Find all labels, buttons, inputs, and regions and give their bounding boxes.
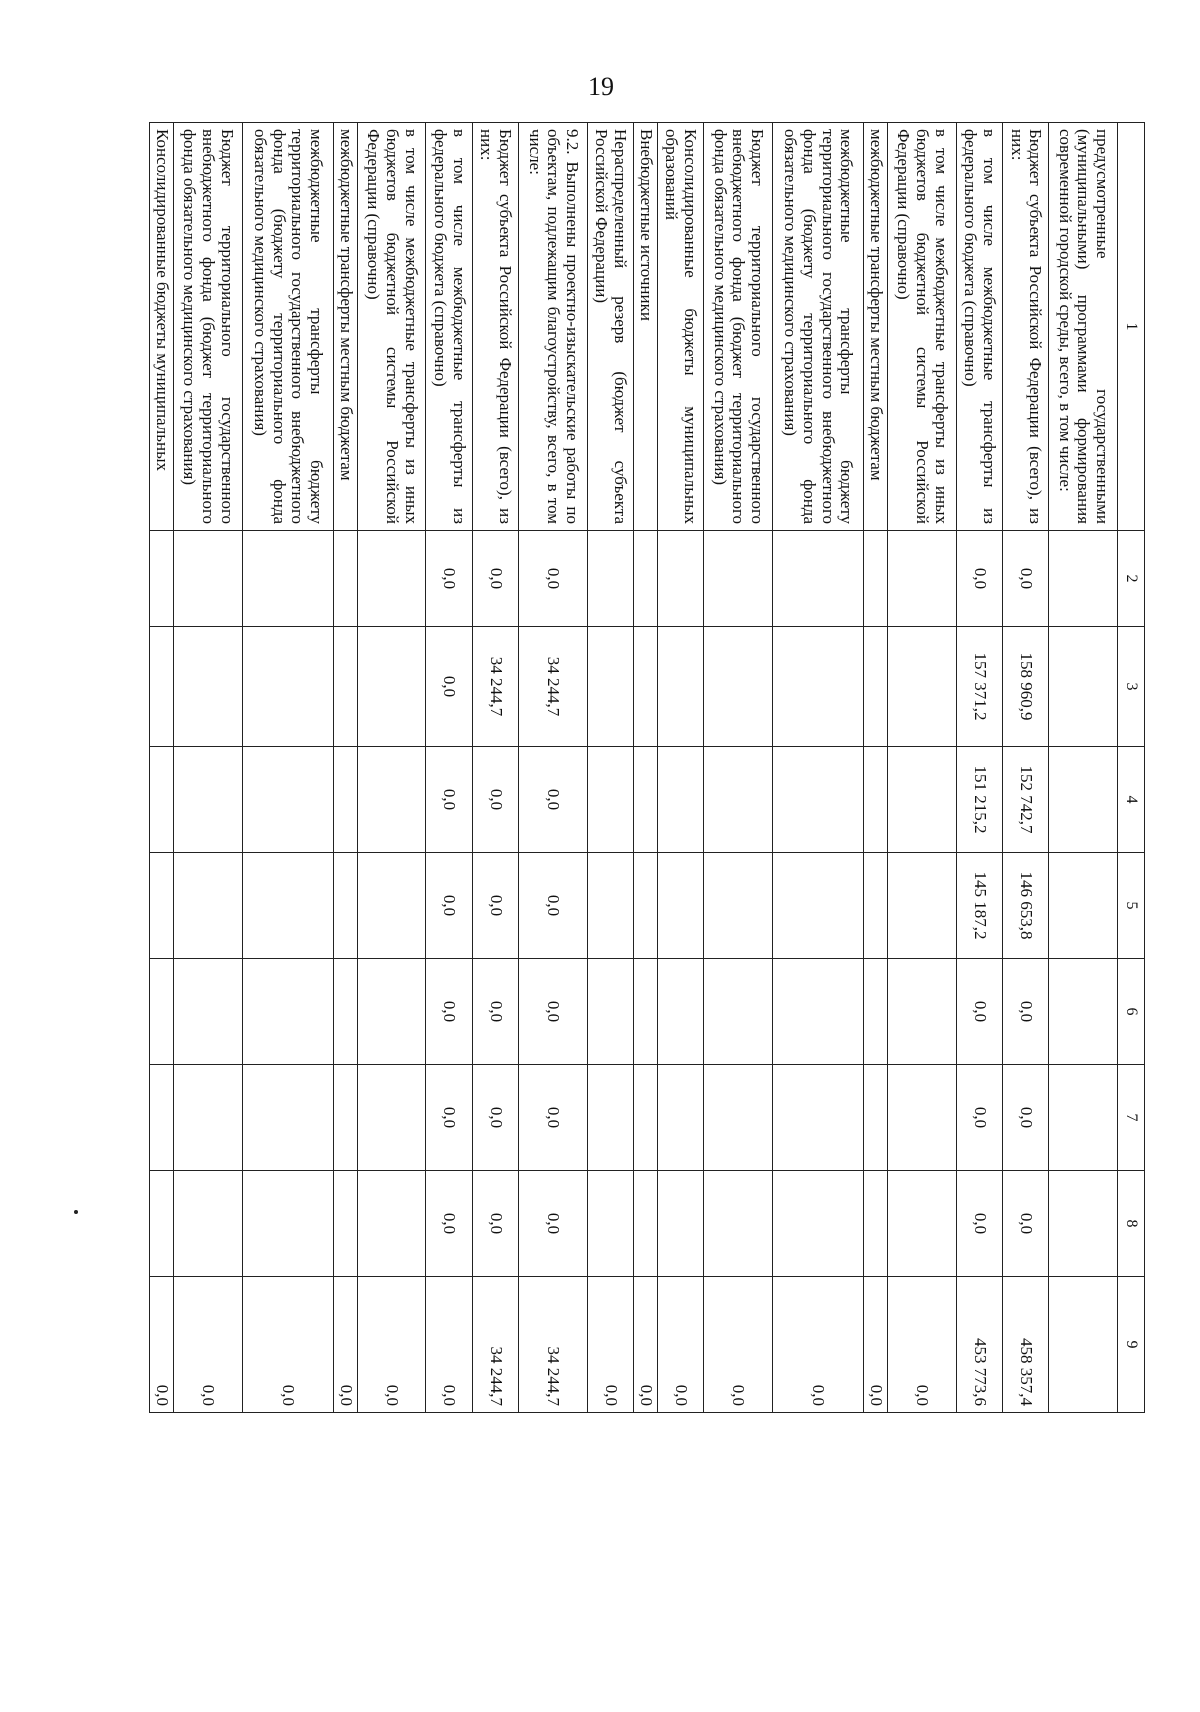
- value-cell-col-7: 0,0: [1002, 1065, 1048, 1171]
- value-cell-col-3: 157 371,2: [956, 627, 1002, 747]
- value-cell-col-9: 0,0: [150, 1277, 174, 1413]
- value-cell-col-7: [657, 1065, 703, 1171]
- row-label: в том числе межбюджетные трансферты из иных бюджетов бюджетной системы Российской Федерации (справочно): [357, 123, 426, 531]
- value-cell-col-2: [587, 531, 633, 627]
- value-cell-col-7: [772, 1065, 863, 1171]
- table-row: [657, 123, 703, 1413]
- value-cell-col-3: 0,0: [426, 627, 472, 747]
- value-cell-col-8: 0,0: [956, 1171, 1002, 1277]
- value-cell-col-4: [357, 747, 426, 853]
- value-cell-col-3: [704, 627, 773, 747]
- column-header-6: 6: [1118, 959, 1145, 1065]
- value-cell-col-8: [864, 1171, 888, 1277]
- value-cell-col-6: 0,0: [472, 959, 518, 1065]
- value-cell-col-2: [1049, 531, 1118, 627]
- table-row: [357, 123, 426, 1413]
- value-cell-col-5: [887, 853, 956, 959]
- value-cell-col-5: [704, 853, 773, 959]
- row-label: межбюджетные трансферты местным бюджетам: [333, 123, 357, 531]
- value-cell-col-8: [657, 1171, 703, 1277]
- value-cell-col-7: [704, 1065, 773, 1171]
- value-cell-col-5: [657, 853, 703, 959]
- value-cell-col-2: [333, 531, 357, 627]
- value-cell-col-5: [242, 853, 333, 959]
- value-cell-col-2: [242, 531, 333, 627]
- value-cell-col-3: [242, 627, 333, 747]
- value-cell-col-6: 0,0: [1002, 959, 1048, 1065]
- value-cell-col-6: [634, 959, 658, 1065]
- value-cell-col-9: 34 244,7: [472, 1277, 518, 1413]
- value-cell-col-7: [864, 1065, 888, 1171]
- table-row: [242, 123, 333, 1413]
- table-row: [887, 123, 956, 1413]
- value-cell-col-2: [657, 531, 703, 627]
- value-cell-col-5: 146 653,8: [1002, 853, 1048, 959]
- value-cell-col-6: [173, 959, 242, 1065]
- value-cell-col-4: [173, 747, 242, 853]
- value-cell-col-3: [657, 627, 703, 747]
- value-cell-col-7: [150, 1065, 174, 1171]
- value-cell-col-2: 0,0: [472, 531, 518, 627]
- column-header-1: 1: [1118, 123, 1145, 531]
- value-cell-col-5: [864, 853, 888, 959]
- table-row: [1002, 123, 1048, 1413]
- row-label: Консолидированные бюджеты муниципальных: [150, 123, 174, 531]
- value-cell-col-7: [1049, 1065, 1118, 1171]
- value-cell-col-6: [657, 959, 703, 1065]
- scan-speck: [74, 1210, 78, 1214]
- column-header-4: 4: [1118, 747, 1145, 853]
- value-cell-col-3: [634, 627, 658, 747]
- value-cell-col-9: 0,0: [887, 1277, 956, 1413]
- row-label: в том числе межбюджетные трансферты из иных бюджетов бюджетной системы Российской Федерации (справочно): [887, 123, 956, 531]
- value-cell-col-7: 0,0: [956, 1065, 1002, 1171]
- value-cell-col-8: [634, 1171, 658, 1277]
- row-label: Бюджет территориального государственного внебюджетного фонда (бюджет территориального фонда обязательного медицинского страхования): [173, 123, 242, 531]
- table-row: [150, 123, 174, 1413]
- value-cell-col-7: 0,0: [426, 1065, 472, 1171]
- value-cell-col-3: [864, 627, 888, 747]
- value-cell-col-4: [333, 747, 357, 853]
- value-cell-col-9: 0,0: [704, 1277, 773, 1413]
- value-cell-col-6: 0,0: [518, 959, 587, 1065]
- table-header-row: [1118, 123, 1145, 1413]
- value-cell-col-4: [242, 747, 333, 853]
- value-cell-col-6: [887, 959, 956, 1065]
- value-cell-col-4: [634, 747, 658, 853]
- value-cell-col-5: 0,0: [472, 853, 518, 959]
- value-cell-col-3: [333, 627, 357, 747]
- value-cell-col-8: 0,0: [1002, 1171, 1048, 1277]
- value-cell-col-9: 34 244,7: [518, 1277, 587, 1413]
- value-cell-col-8: [173, 1171, 242, 1277]
- value-cell-col-2: [357, 531, 426, 627]
- row-label: Бюджет субъекта Российской Федерации (всего), из них:: [472, 123, 518, 531]
- value-cell-col-9: 0,0: [357, 1277, 426, 1413]
- value-cell-col-7: [357, 1065, 426, 1171]
- rotated-table-container: [149, 122, 1145, 1412]
- value-cell-col-8: [357, 1171, 426, 1277]
- value-cell-col-5: [333, 853, 357, 959]
- value-cell-col-5: [357, 853, 426, 959]
- value-cell-col-7: [242, 1065, 333, 1171]
- value-cell-col-4: 0,0: [472, 747, 518, 853]
- value-cell-col-9: 0,0: [657, 1277, 703, 1413]
- value-cell-col-7: 0,0: [472, 1065, 518, 1171]
- table-row: [956, 123, 1002, 1413]
- value-cell-col-2: [150, 531, 174, 627]
- table-row: [333, 123, 357, 1413]
- value-cell-col-8: [772, 1171, 863, 1277]
- value-cell-col-8: [1049, 1171, 1118, 1277]
- value-cell-col-8: [587, 1171, 633, 1277]
- value-cell-col-2: [704, 531, 773, 627]
- value-cell-col-5: 0,0: [518, 853, 587, 959]
- value-cell-col-4: 0,0: [426, 747, 472, 853]
- value-cell-col-8: 0,0: [518, 1171, 587, 1277]
- value-cell-col-4: [587, 747, 633, 853]
- table-row: [472, 123, 518, 1413]
- value-cell-col-9: 0,0: [173, 1277, 242, 1413]
- value-cell-col-3: [587, 627, 633, 747]
- value-cell-col-9: 458 357,4: [1002, 1277, 1048, 1413]
- value-cell-col-4: [1049, 747, 1118, 853]
- value-cell-col-9: 0,0: [864, 1277, 888, 1413]
- value-cell-col-2: [864, 531, 888, 627]
- value-cell-col-9: 0,0: [426, 1277, 472, 1413]
- value-cell-col-4: [150, 747, 174, 853]
- value-cell-col-3: [772, 627, 863, 747]
- table-row: [518, 123, 587, 1413]
- row-label: Бюджет субъекта Российской Федерации (всего), из них:: [1002, 123, 1048, 531]
- value-cell-col-6: [864, 959, 888, 1065]
- row-label: Нераспределенный резерв (бюджет субъекта Российской Федерации): [587, 123, 633, 531]
- value-cell-col-5: [173, 853, 242, 959]
- value-cell-col-5: [587, 853, 633, 959]
- value-cell-col-5: 0,0: [426, 853, 472, 959]
- value-cell-col-3: 158 960,9: [1002, 627, 1048, 747]
- value-cell-col-6: 0,0: [956, 959, 1002, 1065]
- value-cell-col-8: 0,0: [426, 1171, 472, 1277]
- value-cell-col-5: [150, 853, 174, 959]
- value-cell-col-5: 145 187,2: [956, 853, 1002, 959]
- value-cell-col-9: 0,0: [333, 1277, 357, 1413]
- value-cell-col-2: 0,0: [518, 531, 587, 627]
- value-cell-col-9: 453 773,6: [956, 1277, 1002, 1413]
- value-cell-col-6: [772, 959, 863, 1065]
- column-header-8: 8: [1118, 1171, 1145, 1277]
- value-cell-col-3: [887, 627, 956, 747]
- table-row: [772, 123, 863, 1413]
- row-label: Бюджет территориального государственного внебюджетного фонда (бюджет территориального фонда обязательного медицинского страхования): [704, 123, 773, 531]
- value-cell-col-4: 151 215,2: [956, 747, 1002, 853]
- value-cell-col-2: 0,0: [426, 531, 472, 627]
- value-cell-col-3: 34 244,7: [518, 627, 587, 747]
- column-header-7: 7: [1118, 1065, 1145, 1171]
- value-cell-col-8: [704, 1171, 773, 1277]
- value-cell-col-9: 0,0: [634, 1277, 658, 1413]
- value-cell-col-7: [634, 1065, 658, 1171]
- value-cell-col-6: [150, 959, 174, 1065]
- row-label: межбюджетные трансферты бюджету территориального государственного внебюджетного фонда (бюджету территориального фонда обязательного медицинского страхования): [772, 123, 863, 531]
- value-cell-col-4: [864, 747, 888, 853]
- value-cell-col-2: [634, 531, 658, 627]
- value-cell-col-8: 0,0: [472, 1171, 518, 1277]
- value-cell-col-6: [242, 959, 333, 1065]
- table-row: [587, 123, 633, 1413]
- value-cell-col-4: [704, 747, 773, 853]
- budget-table: [149, 122, 1145, 1413]
- value-cell-col-7: 0,0: [518, 1065, 587, 1171]
- value-cell-col-8: [150, 1171, 174, 1277]
- value-cell-col-4: [887, 747, 956, 853]
- value-cell-col-7: [333, 1065, 357, 1171]
- row-label: предусмотренные государственными (муниципальными) программами формирования современной городской среды, всего, в том числе:: [1049, 123, 1118, 531]
- column-header-9: 9: [1118, 1277, 1145, 1413]
- value-cell-col-2: [173, 531, 242, 627]
- value-cell-col-8: [333, 1171, 357, 1277]
- value-cell-col-6: [357, 959, 426, 1065]
- row-label: в том числе межбюджетные трансферты из федерального бюджета (справочно): [956, 123, 1002, 531]
- value-cell-col-2: [887, 531, 956, 627]
- value-cell-col-4: [657, 747, 703, 853]
- value-cell-col-9: 0,0: [772, 1277, 863, 1413]
- column-header-3: 3: [1118, 627, 1145, 747]
- value-cell-col-6: [587, 959, 633, 1065]
- value-cell-col-4: 152 742,7: [1002, 747, 1048, 853]
- value-cell-col-8: [242, 1171, 333, 1277]
- row-label: Консолидированные бюджеты муниципальных образований: [657, 123, 703, 531]
- row-label: межбюджетные трансферты местным бюджетам: [864, 123, 888, 531]
- value-cell-col-6: [333, 959, 357, 1065]
- table-row: [634, 123, 658, 1413]
- value-cell-col-9: 0,0: [587, 1277, 633, 1413]
- value-cell-col-7: [887, 1065, 956, 1171]
- value-cell-col-6: [1049, 959, 1118, 1065]
- value-cell-col-2: [772, 531, 863, 627]
- value-cell-col-3: [1049, 627, 1118, 747]
- table-row: [1049, 123, 1118, 1413]
- value-cell-col-9: 0,0: [242, 1277, 333, 1413]
- value-cell-col-2: 0,0: [956, 531, 1002, 627]
- table-row: [426, 123, 472, 1413]
- value-cell-col-3: 34 244,7: [472, 627, 518, 747]
- value-cell-col-2: 0,0: [1002, 531, 1048, 627]
- table-row: [704, 123, 773, 1413]
- row-label: в том числе межбюджетные трансферты из федерального бюджета (справочно): [426, 123, 472, 531]
- value-cell-col-7: [173, 1065, 242, 1171]
- table-body: [150, 123, 1118, 1413]
- table-row: [173, 123, 242, 1413]
- value-cell-col-5: [772, 853, 863, 959]
- value-cell-col-6: 0,0: [426, 959, 472, 1065]
- value-cell-col-5: [1049, 853, 1118, 959]
- value-cell-col-8: [887, 1171, 956, 1277]
- value-cell-col-3: [173, 627, 242, 747]
- table-row: [864, 123, 888, 1413]
- row-label: 9.2. Выполнены проектно-изыскательские работы по объектам, подлежащим благоустройству, всего, в том числе:: [518, 123, 587, 531]
- value-cell-col-7: [587, 1065, 633, 1171]
- value-cell-col-3: [357, 627, 426, 747]
- value-cell-col-9: [1049, 1277, 1118, 1413]
- page-number: 19: [588, 72, 614, 101]
- column-header-5: 5: [1118, 853, 1145, 959]
- value-cell-col-5: [634, 853, 658, 959]
- value-cell-col-6: [704, 959, 773, 1065]
- row-label: Внебюджетные источники: [634, 123, 658, 531]
- value-cell-col-4: [772, 747, 863, 853]
- row-label: межбюджетные трансферты бюджету территориального государственного внебюджетного фонда (бюджету территориального фонда обязательного медицинского страхования): [242, 123, 333, 531]
- column-header-2: 2: [1118, 531, 1145, 627]
- value-cell-col-4: 0,0: [518, 747, 587, 853]
- value-cell-col-3: [150, 627, 174, 747]
